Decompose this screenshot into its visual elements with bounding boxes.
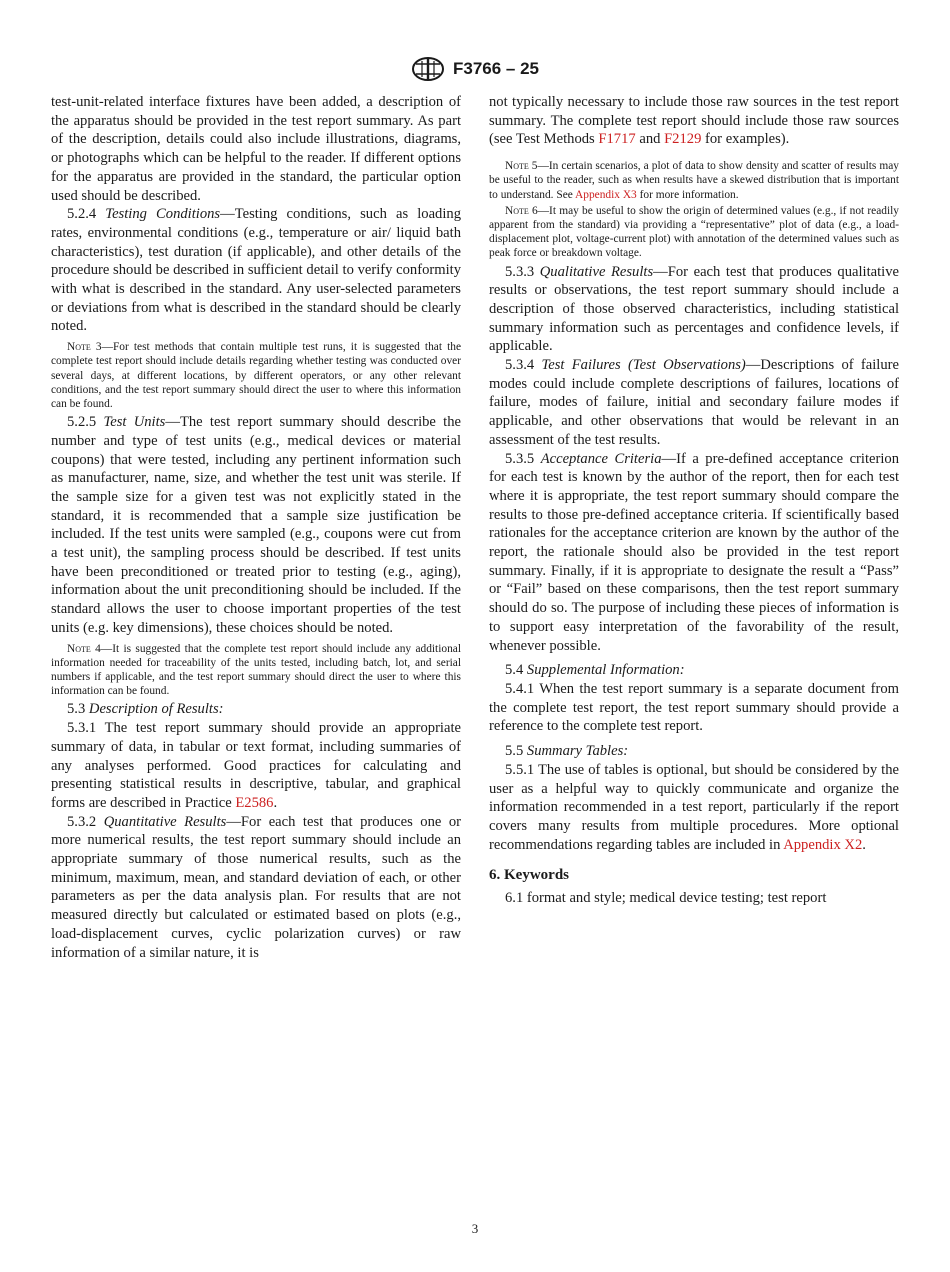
paragraph-quantitative-continued [489,93,899,149]
section-text: —For each test that produces qualitative results or observations, the test report summary should include a description of those observed characteristics, including statistical summary information such as percentages and confidence levels, if applicable. [489,263,900,355]
paragraph-text: not typically necessary to include those raw sources in the test report summary. The complete test report should include those raw sources (see Test Methods [489,94,899,148]
section-number: 5.3 [67,701,86,718]
note-text-end: for more information. [636,188,739,201]
section-text: 5.5.1 The use of tables is optional, but should be considered by the user as a helpful way to quickly communicate and organize the information recommended in a test report, particularly if the report covers many results from multiple procedures. More optional recommendations regarding tables are included in [489,761,899,853]
section-title: Quantitative Results [103,813,227,830]
reference-link-f2129[interactable]: F2129 [664,131,702,148]
section-5-5-heading [489,742,899,761]
section-6-1: 6.1 format and style; medical device testing; test report [505,890,827,907]
reference-link-e2586[interactable]: E2586 [235,794,274,811]
section-text: —Testing conditions, such as loading rates, environmental conditions (e.g., temperature or air/ liquid bath characteristics), test duration (if applicable), and other details of the procedure should be described in sufficient detail to verify conformity with what is described in the standard. Any user-selected parameters or deviations from what is described in the standard should be clearly noted. [51,206,461,335]
section-title: Test Units [103,414,166,431]
section-title: Summary Tables: [526,743,629,760]
section-5-3-1 [51,719,461,813]
section-number: 5.3.3 [505,263,535,280]
section-5-3-2 [51,813,461,963]
note-label: Note [505,160,529,173]
section-text: 5.3.1 The test report summary should provide an appropriate summary of data, in tabular or text format, including summaries of any analyses performed. Good practices for calculating and presenting statistical results in descriptive, tabular, and graphical forms are described in Practice [51,720,461,811]
section-title: Test Failures (Test Observations) [541,357,746,374]
paragraph-apparatus-continued: test-unit-related interface fixtures have been added, a description of the apparatus should be provided in the test report summary. As part of the description, details could also include illustrations, diagrams, or photographs which can be helpful to the reader. If different options for the apparatus are provided in the standard, the particular option used should be described. [51,94,461,204]
left-column [51,93,461,962]
section-text: —If a pre-defined acceptance criterion for each test is known by the author of the report, then for each test where it is appropriate, the test report summary should compare the results to those pre-defined acceptance criteria. If scientifically based rationales for the acceptance criterion are known by the author of the report, the rationale should also be provided in the test report summary. Finally, if it is appropriate to designate the result a “Pass” or “Fail” based on these comparisons, then the test report summary should do so. The purpose of including these pieces of information is to support easy interpretation of the favorability of the result, whenever possible. [489,450,899,654]
note-label: Note [67,642,91,655]
standard-designation: F3766 – 25 [452,59,539,78]
astm-logo-icon [411,56,445,82]
note-text: 4—It is suggested that the complete test report should include any additional information needed for traceability of the units tested, including batch, lot, and serial numbers if applicable, and the test report summary should direct the user to where this information can be found. [51,642,461,698]
paragraph-text: for examples). [701,131,790,148]
section-title: Testing Conditions [105,206,221,223]
note-text: 5—In certain scenarios, a plot of data to show density and scatter of results may be useful to the reader, such as when results have a skewed distribution that is important to understand. See [489,160,899,201]
section-5-5-1 [489,761,899,855]
section-5-4-heading [489,661,899,680]
section-5-3-5 [489,450,899,656]
section-number: 5.3.2 [67,813,97,830]
reference-link-f1717[interactable]: F1717 [598,131,636,148]
section-number: 5.2.4 [67,206,97,223]
section-title: Supplemental Information: [526,662,685,679]
section-number: 5.5 [505,743,524,760]
note-label: Note [505,204,529,217]
section-text: —Descriptions of failure modes could include complete descriptions of failures, locations of failure, modes of failure, initial and secondary failure modes if applicable, and other observations that would be relevant in an assessment of the test results. [489,357,899,448]
section-title: Description of Results: [88,701,224,718]
reference-link-appendix-x3[interactable]: Appendix X3 [575,188,637,201]
paragraph-text: and [635,131,665,148]
note-label: Note [67,341,91,354]
section-5-3-3 [489,263,899,357]
section-5-3-heading [51,700,461,719]
section-5-4-1: 5.4.1 When the test report summary is a separate document from the complete test report, the test report summary should provide a reference to the complete test report. [489,681,899,735]
note-4 [51,642,461,699]
section-text-end: . [273,794,278,811]
section-text: —For each test that produces one or more numerical results, the test report summary should include an appropriate summary of those numerical results, such as the minimum, maximum, mean, and standard deviation of each, or other parameters as per the data analysis plan. For results that are not measured directly but calculated or estimated based on plots (e.g., load-displacement curves, cyclic polarization curves) or raw information of a similar nature, it is [51,813,462,961]
right-column [489,93,899,908]
note-3 [51,340,461,411]
page-number: 3 [471,1221,479,1236]
section-title: Qualitative Results [539,263,654,280]
section-number: 5.4 [505,662,524,679]
section-6-heading: 6. Keywords [489,867,569,884]
note-6 [489,204,899,261]
note-text: 6—It may be useful to show the origin of determined values (e.g., if not readily apparent from the standard) via providing a “representative” plot of data (e.g., a load-displacement plot, voltage-current plot) with annotation of the determined values such as peak force or breakdown voltage. [489,204,899,260]
section-5-2-4 [51,205,461,336]
page-header [0,56,950,82]
section-number: 5.3.5 [505,450,535,467]
section-text: —The test report summary should describe the number and type of test units (e.g., medical devices or material coupons) that were tested, including any pertinent information such as manufacturer, name, size, and whether the test unit was sterile. If the sample size for a given test was not explicitly stated in the standard, it is recommended that a sample size justification be included. If the test units were sampled (e.g., coupons were cut from a test unit), the sampling process should be described. If test units have been preconditioned or treated prior to testing (e.g., aging), information about the unit preconditioning should be included. If the standard allows the user to choose important properties of the test units (e.g. key dimensions), these choices should be noted. [51,414,462,636]
section-number: 5.2.5 [67,414,97,431]
section-5-2-5 [51,413,461,637]
section-text-end: . [862,836,866,853]
section-number: 5.3.4 [505,357,535,374]
reference-link-appendix-x2[interactable]: Appendix X2 [783,836,863,853]
note-5 [489,159,899,202]
section-5-3-4 [489,356,899,450]
section-title: Acceptance Criteria [540,450,662,467]
note-text: 3—For test methods that contain multiple test runs, it is suggested that the complete test report should include details regarding whether testing was conducted over several days, at different locations, by different operators, or any other relevant conditions, and the test report summary should direct the user to where this information can be found. [51,341,461,410]
